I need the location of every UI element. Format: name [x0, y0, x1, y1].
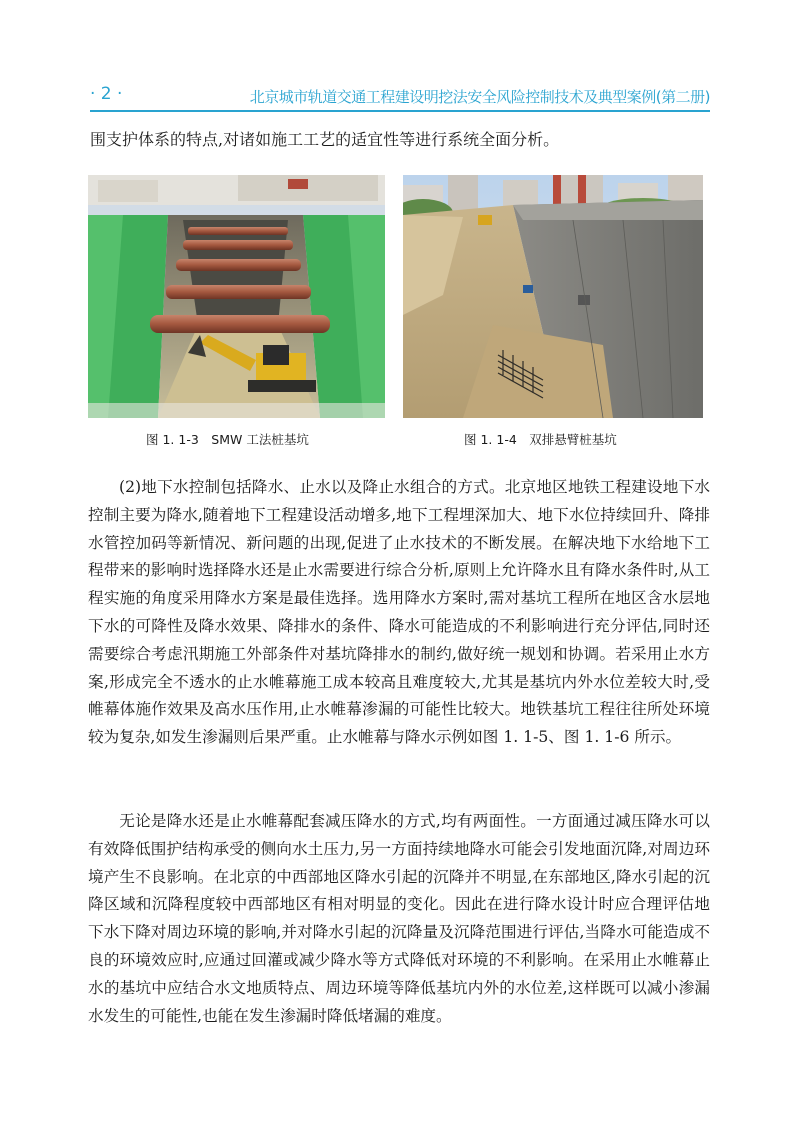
page-header	[90, 78, 710, 112]
body-paragraph-dewatering-effects	[88, 808, 710, 1030]
body-paragraph-groundwater-control	[88, 474, 710, 752]
running-title: 北京城市轨道交通工程建设明挖法安全风险控制技术及典型案例(第二册)	[249, 88, 710, 106]
figure-photo-smw-pit	[88, 175, 385, 418]
header-rule	[90, 110, 710, 112]
figure-caption-1-1-4: 图 1. 1-4 双排悬臂桩基坑	[464, 432, 617, 447]
paragraph-text: (2)地下水控制包括降水、止水以及降止水组合的方式。北京地区地铁工程建设地下水控制主要为降水,随着地下工程建设活动增多,地下工程埋深加大、地下水位持续回升、降排水管控加码等新情况、新问题的出现,促进了止水技术的不断发展。在解决地下水给地下工程带来的影响时选择降水还是止水需要进行综合分析,原则上允许降水且有降水条件时,从工程实施的角度采用降水方案是最佳选择。选用降水方案时,需对基坑工程所在地区含水层地下水的可降性及降水效果、降排水的条件、降水可能造成的不利影响进行充分评估,同时还需要综合考虑汛期施工外部条件对基坑降排水的制约,做好统一规划和协调。若采用止水方案,形成完全不透水的止水帷幕施工成本较高且难度较大,尤其是基坑内外水位差较大时,受帷幕体施作效果及高水压作用,止水帷幕渗漏的可能性比较大。地铁基坑工程往往所处环境较为复杂,如发生渗漏则后果严重。止水帷幕与降水示例如图 1. 1-5、图 1. 1-6 所示。	[88, 478, 710, 747]
paragraph-text: 无论是降水还是止水帷幕配套减压降水的方式,均有两面性。一方面通过减压降水可以有效降低围护结构承受的侧向水土压力,另一方面持续地降水可能会引发地面沉降,对周边环境产生不良影响。在北京的中西部地区降水引起的沉降并不明显,在东部地区,降水引起的沉降区域和沉降程度较中西部地区有相对明显的变化。因此在进行降水设计时应合理评估地下水下降对周边环境的影响,并对降水引起的沉降量及沉降范围进行评估,当降水可能造成不良的环境效应时,应通过回灌或减少降水等方式降低对环境的不利影响。在采用止水帷幕止水的基坑中应结合水文地质特点、周边环境等降低基坑内外的水位差,这样既可以减小渗漏水发生的可能性,也能在发生渗漏时降低堵漏的难度。	[88, 812, 710, 1025]
continued-paragraph-line: 围支护体系的特点,对诸如施工工艺的适宜性等进行系统全面分析。	[90, 130, 560, 149]
figure-photo-double-row-pit	[403, 175, 703, 418]
page-number: · 2 ·	[90, 84, 123, 104]
figure-caption-1-1-3: 图 1. 1-3 SMW 工法桩基坑	[146, 432, 309, 447]
